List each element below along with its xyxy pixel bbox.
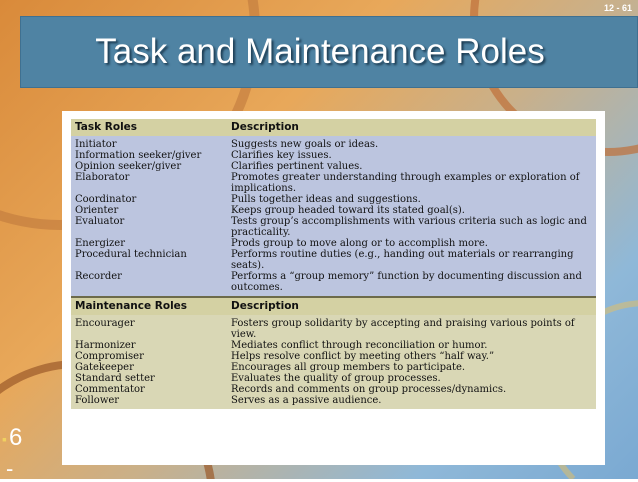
role-description: Records and comments on group processes/dynamics.	[227, 384, 596, 395]
table-row	[71, 150, 596, 161]
role-name: Standard setter	[71, 373, 227, 384]
table-row	[71, 340, 596, 351]
table-row	[71, 395, 596, 409]
role-name: Procedural technician	[71, 249, 227, 271]
role-description: Fosters group solidarity by accepting and praising various points of view.	[227, 315, 596, 340]
table-row	[71, 384, 596, 395]
role-description: Clarifies key issues.	[227, 150, 596, 161]
role-description: Promotes greater understanding through examples or exploration of implications.	[227, 172, 596, 194]
slide-title: Task and Maintenance Roles	[95, 32, 545, 71]
role-name: Follower	[71, 395, 227, 409]
side-bullet	[2, 424, 22, 452]
table-row	[71, 249, 596, 271]
table-row	[71, 238, 596, 249]
role-name: Initiator	[71, 136, 227, 150]
role-description: Performs routine duties (e.g., handing out materials or rearranging seats).	[227, 249, 596, 271]
role-name: Orienter	[71, 205, 227, 216]
table-row	[71, 216, 596, 238]
table-row	[71, 362, 596, 373]
role-name: Elaborator	[71, 172, 227, 194]
table-row	[71, 271, 596, 297]
role-description: Evaluates the quality of group processes.	[227, 373, 596, 384]
role-name: Gatekeeper	[71, 362, 227, 373]
table-row	[71, 136, 596, 150]
role-description: Serves as a passive audience.	[227, 395, 596, 409]
table-row	[71, 194, 596, 205]
roles-table-panel	[62, 111, 605, 465]
role-name: Compromiser	[71, 351, 227, 362]
role-description: Helps resolve conflict by meeting others “half way.”	[227, 351, 596, 362]
bullet-icon: ▪	[2, 430, 7, 447]
role-description: Suggests new goals or ideas.	[227, 136, 596, 150]
role-name: Information seeker/giver	[71, 150, 227, 161]
task-roles-header	[71, 119, 596, 136]
column-header: Task Roles	[71, 119, 227, 136]
role-name: Energizer	[71, 238, 227, 249]
role-name: Opinion seeker/giver	[71, 161, 227, 172]
role-description: Performs a “group memory” function by documenting discussion and outcomes.	[227, 271, 596, 297]
role-description: Keeps group headed toward its stated goal(s).	[227, 205, 596, 216]
maintenance-roles-header	[71, 297, 596, 315]
column-header: Description	[227, 297, 596, 315]
role-name: Harmonizer	[71, 340, 227, 351]
role-name: Coordinator	[71, 194, 227, 205]
role-name: Evaluator	[71, 216, 227, 238]
table-row	[71, 373, 596, 384]
side-text: 6	[8, 424, 23, 451]
column-header: Description	[227, 119, 596, 136]
role-description: Mediates conflict through reconciliation or humor.	[227, 340, 596, 351]
roles-table	[71, 119, 596, 409]
table-row	[71, 205, 596, 216]
role-description: Encourages all group members to participate.	[227, 362, 596, 373]
role-description: Prods group to move along or to accomplish more.	[227, 238, 596, 249]
table-row	[71, 172, 596, 194]
slide-number: 12 - 61	[603, 3, 632, 13]
role-description: Pulls together ideas and suggestions.	[227, 194, 596, 205]
table-row	[71, 315, 596, 340]
role-name: Encourager	[71, 315, 227, 340]
role-description: Tests group’s accomplishments with various criteria such as logic and practicality.	[227, 216, 596, 238]
role-name: Commentator	[71, 384, 227, 395]
role-name: Recorder	[71, 271, 227, 297]
table-row	[71, 161, 596, 172]
column-header: Maintenance Roles	[71, 297, 227, 315]
table-row	[71, 351, 596, 362]
side-dash: -	[6, 456, 14, 481]
role-description: Clarifies pertinent values.	[227, 161, 596, 172]
